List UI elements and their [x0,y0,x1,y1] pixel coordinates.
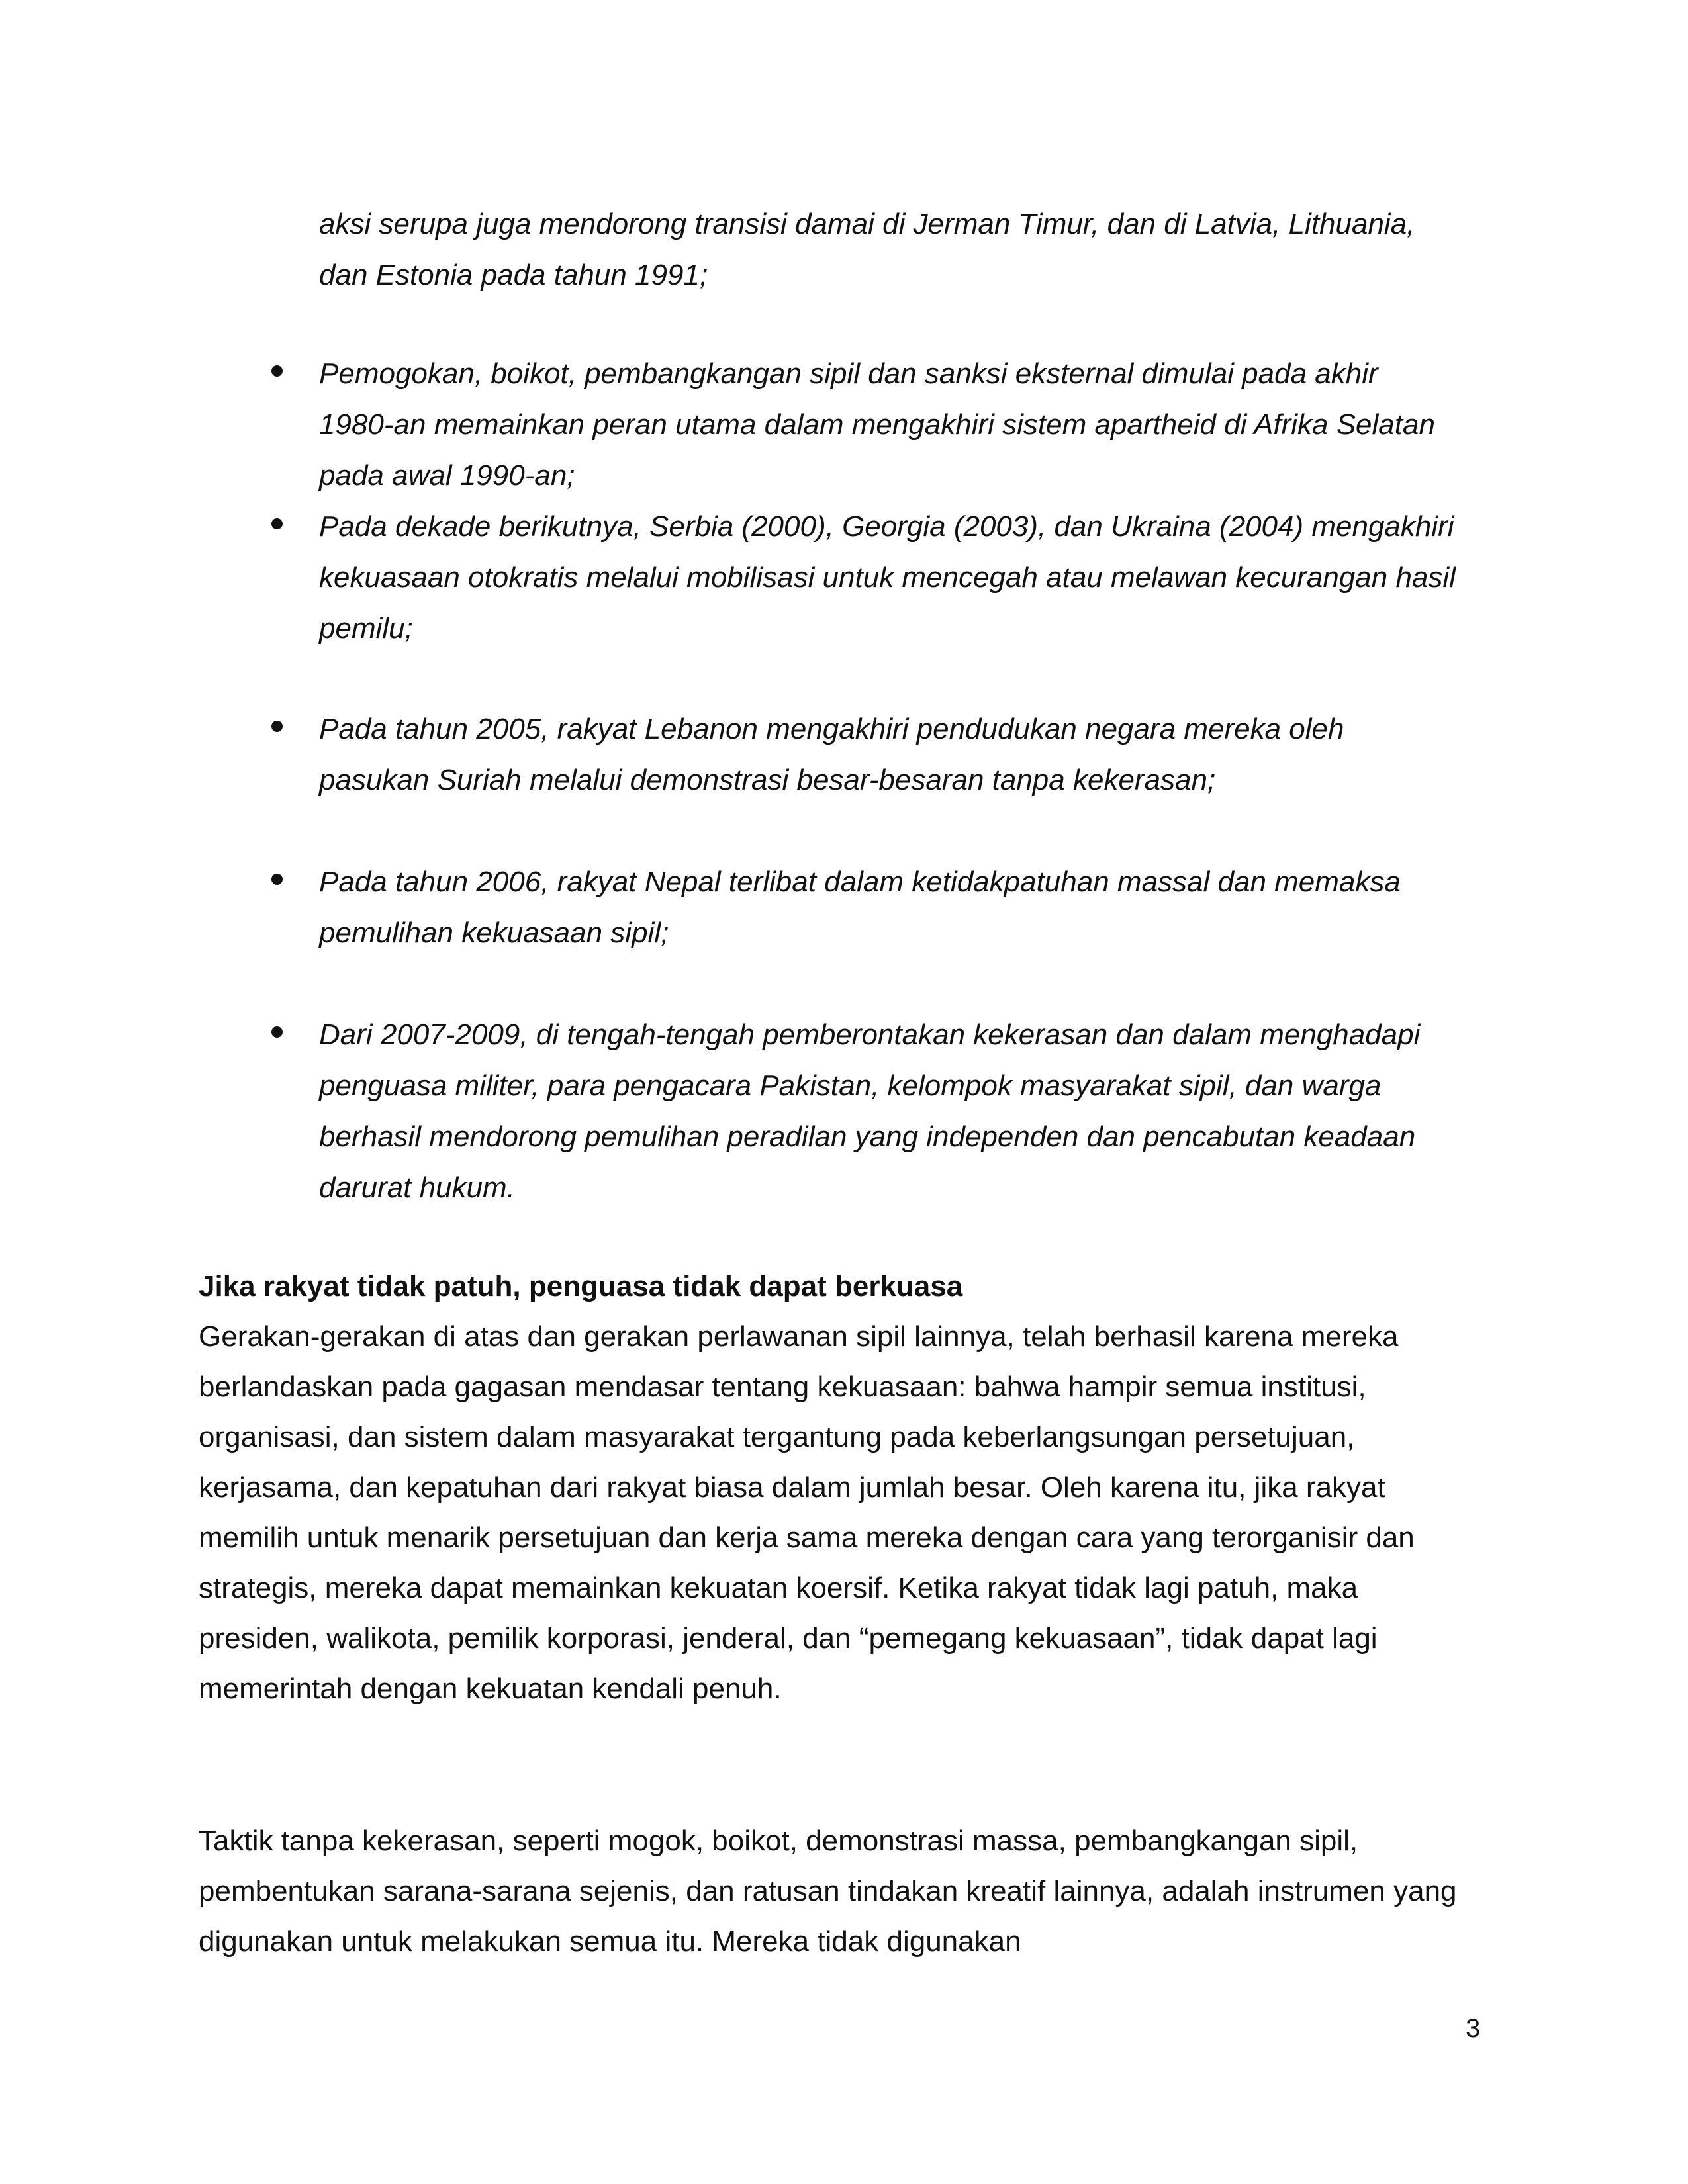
continued-bullet-text: aksi serupa juga mendorong transisi damai di Jerman Timur, dan di Latvia, Lithuania, dan Estonia pada tahun 1991; [319,208,1415,291]
bullet-text: Pada tahun 2005, rakyat Lebanon mengakhiri pendudukan negara mereka oleh pasukan Suriah melalui demonstrasi besar-besaran tanpa kekerasan; [319,713,1344,796]
bullet-icon [271,1026,283,1038]
page-number: 3 [1466,2014,1481,2043]
body-paragraph: Taktik tanpa kekerasan, seperti mogok, boikot, demonstrasi massa, pembangkangan sipil, pembentukan sarana-sarana sejenis, dan ratusan tindakan kreatif lainnya, adalah instrumen yang digunakan untuk melakukan semua itu. Mereka tidak digunakan [199,1825,1457,1958]
bullet-text: Dari 2007-2009, di tengah-tengah pemberontakan kekerasan dan dalam menghadapi penguasa militer, para pengacara Pakistan, kelompok masyarakat sipil, dan warga berhasil mendorong pemulihan peradilan yang independen dan pencabutan keadaan darurat hukum. [319,1019,1421,1204]
section-heading: Jika rakyat tidak patuh, penguasa tidak dapat berkuasa [199,1270,963,1302]
bullet-text: Pada dekade berikutnya, Serbia (2000), Georgia (2003), dan Ukraina (2004) mengakhiri kekuasaan otokratis melalui mobilisasi untuk mencegah atau melawan kecurangan hasil pemilu; [319,510,1456,645]
body-paragraph: Gerakan-gerakan di atas dan gerakan perlawanan sipil lainnya, telah berhasil karena mereka berlandaskan pada gagasan mendasar tentang kekuasaan: bahwa hampir semua institusi, organisasi, dan sistem dalam masyarakat tergantung pada keberlangsungan persetujuan, kerjasama, dan kepatuhan dari rakyat biasa dalam jumlah besar. Oleh karena itu, jika rakyat memilih untuk menarik persetujuan dan kerja sama mereka dengan cara yang terorganisir dan strategis, mereka dapat memainkan kekuatan koersif. Ketika rakyat tidak lagi patuh, maka presiden, walikota, pemilik korporasi, jenderal, dan “pemegang kekuasaan”, tidak dapat lagi memerintah dengan kekuatan kendali penuh. [199,1320,1415,1705]
bullet-text: Pada tahun 2006, rakyat Nepal terlibat dalam ketidakpatuhan massal dan memaksa pemulihan kekuasaan sipil; [319,866,1401,949]
bullet-icon [271,518,283,529]
bullet-icon [271,365,283,377]
bullet-icon [271,874,283,885]
bullet-text: Pemogokan, boikot, pembangkangan sipil dan sanksi eksternal dimulai pada akhir 1980-an memainkan peran utama dalam mengakhiri sistem apartheid di Afrika Selatan pada awal 1990-an; [319,357,1435,492]
bullet-icon [271,721,283,732]
